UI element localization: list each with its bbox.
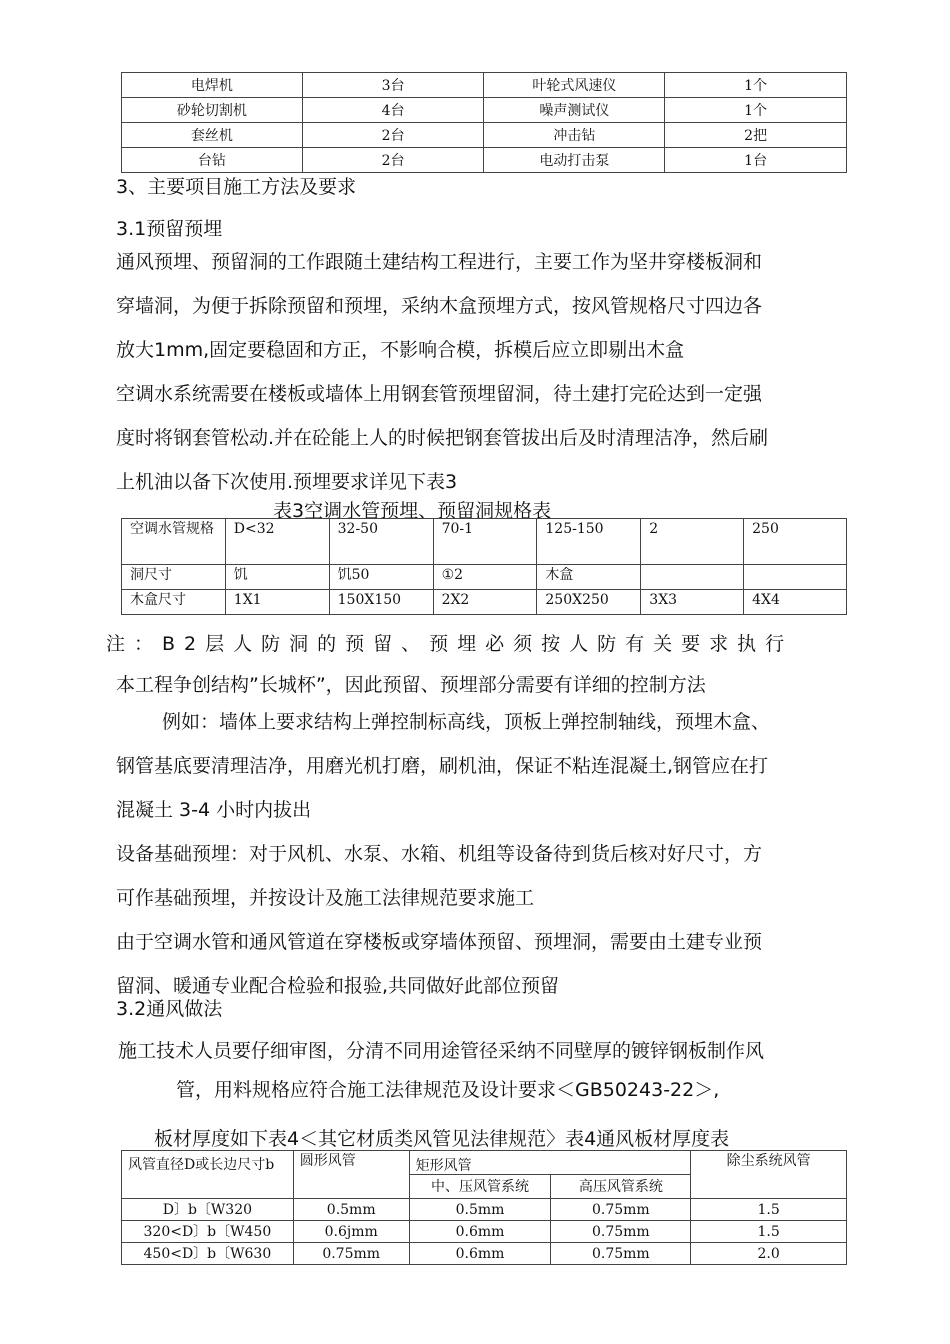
table-cell: 0.75mm [551, 1221, 691, 1243]
table-cell: 1X1 [225, 590, 329, 615]
table-cell: 2X2 [433, 590, 537, 615]
table-cell: 150X150 [329, 590, 433, 615]
note-line: 注：B2层人防洞的预留、预埋必须按人防有关要求执行 [106, 633, 794, 655]
table-cell: 0.5mm [409, 1199, 551, 1221]
text-line: 例如：墙体上要求结构上弹控制标高线，顶板上弹控制轴线，预埋木盒、 [162, 711, 771, 733]
subsection-heading: 3.2通风做法 [116, 998, 223, 1020]
section-heading: 3、主要项目施工方法及要求 [116, 176, 357, 198]
table-row [122, 590, 847, 615]
table-cell: 2台 [302, 123, 484, 148]
table-cell: 320<D〕b〔W450 [122, 1221, 294, 1243]
table-cell: 饥 [225, 565, 329, 590]
table-cell: 0.5mm [293, 1199, 409, 1221]
table-cell: 0.6mm [409, 1243, 551, 1265]
table-cell: 砂轮切割机 [122, 98, 303, 123]
table-cell: 冲击钻 [484, 123, 665, 148]
equipment-table [121, 72, 847, 173]
table-cell: 噪声测试仪 [484, 98, 665, 123]
table-cell [641, 565, 744, 590]
text-line: 设备基础预埋：对于风机、水泵、水箱、机组等设备待到货后核对好尺寸，方 [116, 843, 763, 865]
table-header-cell: 矩形风管 [409, 1151, 691, 1175]
table-row [122, 565, 847, 590]
sheet-thickness-table [121, 1150, 847, 1265]
text-line: 钢管基底要清理洁净，用磨光机打磨，刷机油，保证不粘连混凝土,钢管应在打 [116, 755, 769, 777]
table-cell: 台钻 [122, 148, 303, 173]
table-cell: 0.6mm [409, 1221, 551, 1243]
table-cell: 2.0 [691, 1243, 847, 1265]
table-row [122, 148, 847, 173]
table-row [122, 519, 847, 565]
text-line: 放大1mm,固定要稳固和方正，不影响合模，拆模后应立即剔出木盒 [116, 339, 685, 361]
table-cell: 2台 [302, 148, 484, 173]
table-cell: 0.6jmm [293, 1221, 409, 1243]
table-cell: 250X250 [537, 590, 641, 615]
table-cell: 1.5 [691, 1221, 847, 1243]
text-line: 管，用料规格应符合施工法律规范及设计要求＜GB50243-22＞, [176, 1079, 720, 1101]
text-line: 由于空调水管和通风管道在穿楼板或穿墙体预留、预埋洞，需要由土建专业预 [116, 931, 763, 953]
text-line: 上机油以备下次使用.预埋要求详见下表3 [116, 471, 458, 493]
table-header-cell: 圆形风管 [293, 1151, 409, 1199]
paragraph-reservation [116, 240, 866, 504]
table-caption: 表3空调水管预埋、预留洞规格表 [273, 500, 552, 522]
subsection-heading: 3.1预留预埋 [116, 218, 223, 240]
table-cell: 空调水管规格 [122, 519, 226, 565]
table-row [122, 1151, 847, 1175]
paragraph-example [116, 700, 866, 1008]
text-line: 度时将钢套管松动.并在砼能上人的时候把钢套管拔出后及时清理洁净，然后刷 [116, 427, 769, 449]
table-header-cell: 高压风管系统 [551, 1175, 691, 1199]
table-cell: ①2 [433, 565, 537, 590]
table-cell: 2把 [665, 123, 847, 148]
table-cell: D<32 [225, 519, 329, 565]
table-caption: 板材厚度如下表4＜其它材质类风管见法律规范〉表4通风板材厚度表 [154, 1128, 730, 1150]
table-header-cell: 风管直径D或长边尺寸b [122, 1151, 294, 1199]
table-cell: 1个 [665, 98, 847, 123]
pipe-spec-table [121, 518, 847, 615]
table-cell: 电焊机 [122, 73, 303, 98]
table-cell: 250 [744, 519, 847, 565]
text-line: 可作基础预埋，并按设计及施工法律规范要求施工 [116, 887, 535, 909]
table-cell: 木盒 [537, 565, 641, 590]
table-cell: D〕b〔W320 [122, 1199, 294, 1221]
table-cell: 70-1 [433, 519, 537, 565]
table-row [122, 1221, 847, 1243]
text-line: 空调水系统需要在楼板或墙体上用钢套管预埋留洞，待土建打完砼达到一定强 [116, 383, 763, 405]
table-cell: 叶轮式风速仪 [484, 73, 665, 98]
table-header-cell: 除尘系统风管 [691, 1151, 847, 1199]
table-cell: 32-50 [329, 519, 433, 565]
table-row [122, 1199, 847, 1221]
table-cell: 1.5 [691, 1199, 847, 1221]
table-cell: 洞尺寸 [122, 565, 226, 590]
table-cell: 450<D〕b〔W630 [122, 1243, 294, 1265]
table-cell: 木盒尺寸 [122, 590, 226, 615]
table-row [122, 1243, 847, 1265]
table-cell: 0.75mm [551, 1199, 691, 1221]
table-cell: 1个 [665, 73, 847, 98]
table-cell [744, 565, 847, 590]
table-cell: 3X3 [641, 590, 744, 615]
table-cell: 4台 [302, 98, 484, 123]
table-cell: 饥50 [329, 565, 433, 590]
table-cell: 1台 [665, 148, 847, 173]
text-line: 穿墙洞，为便于拆除预留和预埋，采纳木盒预埋方式，按风管规格尺寸四边各 [116, 295, 763, 317]
table-cell: 电动打击泵 [484, 148, 665, 173]
text-line: 通风预埋、预留洞的工作跟随土建结构工程进行，主要工作为坚井穿楼板洞和 [116, 251, 763, 273]
table-cell: 125-150 [537, 519, 641, 565]
text-line: 混凝土 3-4 小时内拔出 [116, 799, 312, 821]
table-cell: 0.75mm [551, 1243, 691, 1265]
text-line: 留洞、暖通专业配合检验和报验,共同做好此部位预留 [116, 975, 560, 997]
text-line: 施工技术人员要仔细审图，分清不同用途管径采纳不同壁厚的镀锌钢板制作风 [118, 1040, 765, 1062]
table-row [122, 98, 847, 123]
table-cell: 2 [641, 519, 744, 565]
table-cell: 4X4 [744, 590, 847, 615]
table-cell: 套丝机 [122, 123, 303, 148]
table-cell: 3台 [302, 73, 484, 98]
table-row [122, 73, 847, 98]
note-line: 本工程争创结构”长城杯”，因此预留、预埋部分需要有详细的控制方法 [116, 674, 706, 696]
table-header-cell: 中、压风管系统 [409, 1175, 551, 1199]
table-cell: 0.75mm [293, 1243, 409, 1265]
table-row [122, 123, 847, 148]
